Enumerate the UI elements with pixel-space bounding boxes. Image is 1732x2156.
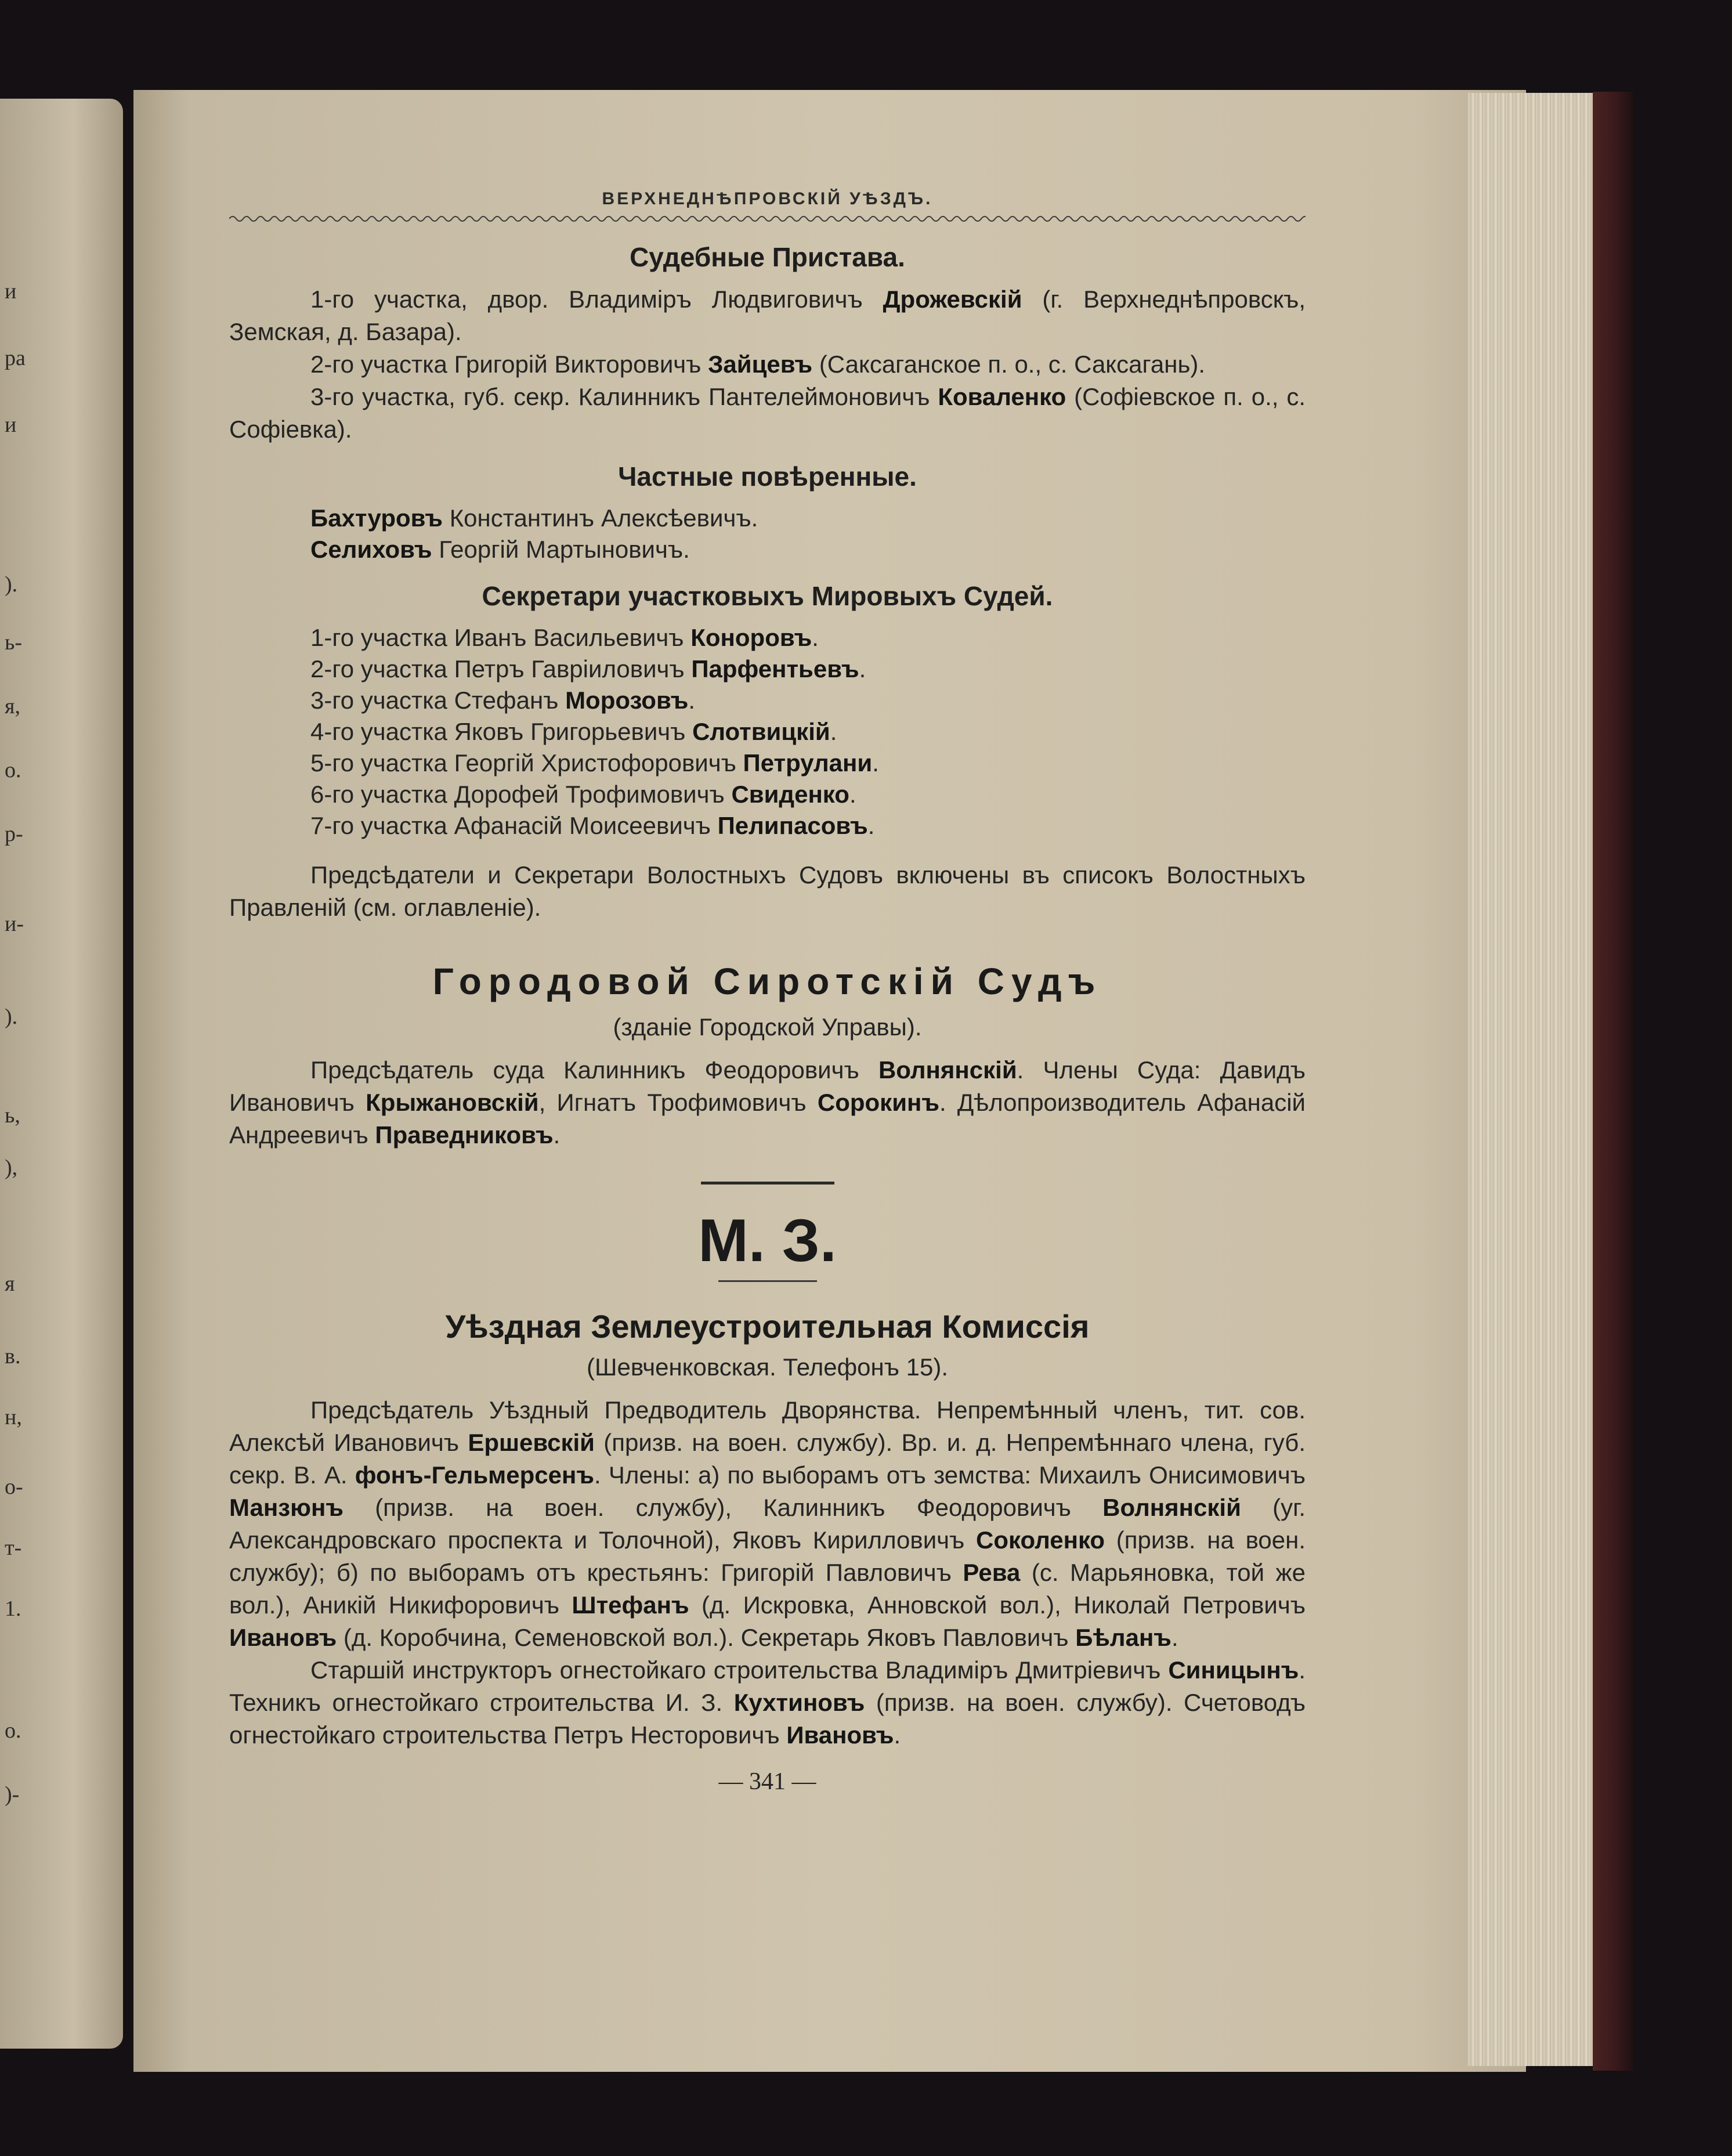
margin-fragment: т-: [5, 1536, 22, 1560]
margin-fragment: о.: [5, 758, 21, 782]
secretary-entry: 6-го участка Дорофей Трофимовичъ Свиденко.: [310, 781, 856, 808]
margin-fragment: ь-: [5, 630, 22, 655]
orphan-court-location: (зданіе Городской Управы).: [613, 1013, 922, 1041]
commission-paragraph-members: Предсѣдатель Уѣздный Предводитель Дворянства. Непремѣнный членъ, тит. сов. Алексѣй Ивановичъ Ершевскій (призв. на воен. службу). Вр. и. д. Непремѣннаго члена, губ. секр. В. А. фонъ-Гельмерсенъ. Члены: а) по выборамъ отъ земства: Михаилъ Онисимовичъ Манзюнъ (призв. на воен. службу), Калинникъ Феодоровичъ Волнянскій (уг. Александровскаго проспекта и Толочной), Яковъ Кирилловичъ Соколенко (призв. на воен. службу); б) по выборамъ отъ крестьянъ: Григорій Павловичъ Рева (с. Марьяновка, той же вол.), Аникій Никифоровичъ Штефанъ (д. Искровка, Анновской вол.), Николай Петровичъ Ивановъ (д. Коробчина, Семеновской вол.). Секретарь Яковъ Павловичъ Бѣланъ.: [229, 1396, 1306, 1651]
section-mark-underline: [718, 1280, 817, 1282]
margin-fragment: ),: [5, 1155, 18, 1180]
section-title-attorneys: Частные повѣренные.: [618, 461, 917, 492]
margin-fragment: ра: [5, 346, 26, 370]
bailiff-entry: 3-го участка, губ. секр. Калинникъ Пантелеймоновичъ Коваленко (Софіевское п. о., с. Софіевка).: [229, 383, 1306, 443]
section-title-bailiffs: Судебные Пристава.: [630, 242, 905, 272]
secretaries-note: Предсѣдатели и Секретари Волостныхъ Судовъ включены въ списокъ Волостныхъ Правленій (см. оглавленіе).: [229, 861, 1306, 921]
running-header: ВЕРХНЕДНѢПРОВСКІЙ УѢЗДЪ.: [602, 189, 933, 208]
secretary-entry: 1-го участка Иванъ Васильевичъ Коноровъ.: [310, 624, 819, 651]
section-title-secretaries: Секретари участковыхъ Мировыхъ Судей.: [482, 581, 1053, 611]
margin-fragment: 1.: [5, 1597, 21, 1621]
margin-fragment: я: [5, 1272, 15, 1296]
margin-fragment: в.: [5, 1344, 21, 1368]
margin-fragment: о-: [5, 1475, 23, 1499]
margin-fragment: и: [5, 413, 17, 437]
margin-fragment: ь,: [5, 1103, 20, 1128]
secretary-entry: 2-го участка Петръ Гавріиловичъ Парфентьевъ.: [310, 655, 866, 682]
margin-fragment: н,: [5, 1405, 22, 1429]
book-cover-edge: [1593, 92, 1633, 2071]
section-mark: М. З.: [698, 1207, 837, 1274]
margin-fragment: ).: [5, 1005, 18, 1029]
bailiff-entry: 2-го участка Григорій Викторовичъ Зайцевъ (Саксаганское п. о., с. Саксагань).: [310, 351, 1205, 378]
secretary-entry: 5-го участка Георгій Христофоровичъ Петрулани.: [310, 749, 879, 777]
margin-fragment: о.: [5, 1718, 21, 1743]
attorney-entry: Селиховъ Георгій Мартыновичъ.: [310, 536, 690, 563]
section-title-commission: Уѣздная Землеустроительная Комиссія: [445, 1308, 1090, 1345]
margin-fragment: ).: [5, 572, 18, 597]
margin-fragment: и: [5, 279, 17, 304]
page-content: [229, 185, 1306, 1796]
margin-fragment: и-: [5, 912, 24, 936]
secretary-entry: 3-го участка Стефанъ Морозовъ.: [310, 687, 696, 714]
page-edges: [1468, 93, 1593, 2066]
header-wavy-rule: [229, 212, 1306, 225]
secretary-entry: 7-го участка Афанасій Моисеевичъ Пелипасовъ.: [310, 812, 875, 839]
page-number: — 341 —: [718, 1768, 816, 1795]
commission-paragraph-staff: Старшій инструкторъ огнестойкаго строительства Владиміръ Дмитріевичъ Синицынъ. Техникъ огнестойкаго строительства И. З. Кухтиновъ (призв. на воен. службу). Счетоводъ огнестойкаго строительства Петръ Несторовичъ Ивановъ.: [229, 1656, 1306, 1749]
orphan-court-paragraph: Предсѣдатель суда Калинникъ Феодоровичъ Волнянскій. Члены Суда: Давидъ Ивановичъ Крыжановскій, Игнатъ Трофимовичъ Сорокинъ. Дѣлопроизводитель Афанасій Андреевичъ Праведниковъ.: [229, 1056, 1306, 1149]
margin-fragment: я,: [5, 694, 20, 718]
bailiff-entry: 1-го участка, двор. Владиміръ Людвиговичъ Дрожевскій (г. Верхнеднѣпровскъ, Земская, д. Базара).: [229, 286, 1306, 345]
attorney-entry: Бахтуровъ Константинъ Алексѣевичъ.: [310, 504, 758, 532]
section-title-orphan-court: Городовой Сиротскій Судъ: [432, 960, 1102, 1002]
section-divider: [701, 1182, 834, 1184]
facing-page-left: [0, 99, 123, 2049]
margin-fragment: )-: [5, 1782, 20, 1807]
secretary-entry: 4-го участка Яковъ Григорьевичъ Слотвицкій.: [310, 718, 837, 745]
commission-address: (Шевченковская. Телефонъ 15).: [586, 1353, 948, 1381]
margin-fragment: р-: [5, 822, 23, 846]
